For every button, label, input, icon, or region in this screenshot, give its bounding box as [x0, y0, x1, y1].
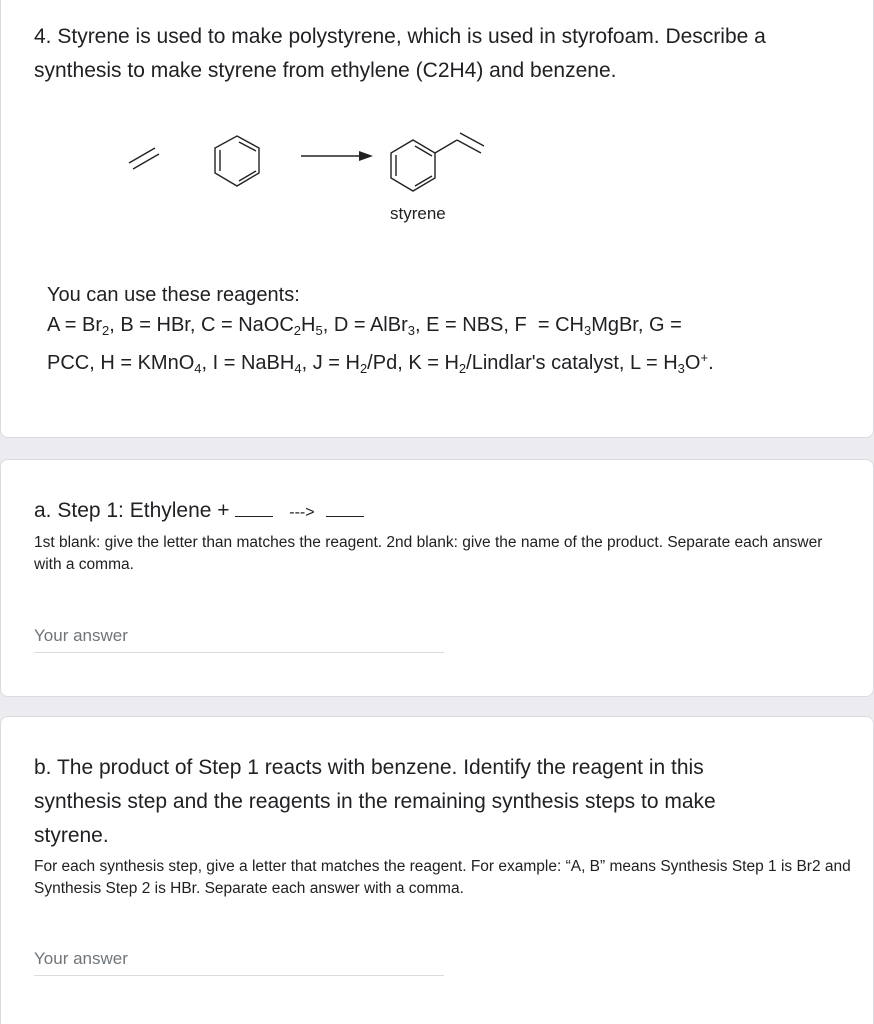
reagent-j: $H_2/Pd$ [345, 352, 398, 376]
blank-1 [235, 502, 273, 517]
question-b-title: b. The product of Step 1 reacts with benzene. Identify the reagent in this synthesis step and the reagents in the remaining synthesis steps to make styrene. [34, 756, 716, 847]
reagents-line-1: $A = Br_2$, B = HBr, $C = NaOC_2H_5$, D = AlBr$_3$, E = NBS, $F = CH_3MgBr$, G = [47, 314, 682, 338]
reagent-b: HBr [156, 314, 190, 336]
reagent-c: $NaOC_2H_5$ [238, 314, 323, 338]
question-title-line1: 4. Styrene is used to make polystyrene, which is used in styrofoam. Describe a [34, 25, 766, 48]
reagent-d: AlBr$_3$ [369, 314, 415, 338]
question-card-main [0, 0, 874, 438]
reagent-list [47, 280, 847, 378]
question-a-arrow: ---> [289, 504, 315, 521]
question-card-a [0, 459, 874, 697]
question-a-title-text: a. Step 1: Ethylene + [34, 499, 230, 522]
reagents-line-2: PCC, H = KMnO$_4$, I = NaBH$_4$, $J = H_2/Pd$, $K = H_2/Lindlar's$ catalyst, $L = H_3O^+$. [47, 350, 714, 376]
reagent-l: $H_3O^+$ [663, 350, 709, 376]
reagent-k: $H_2/Lindlar's$ catalyst [444, 352, 619, 376]
blank-2 [326, 502, 364, 517]
question-card-b [0, 716, 874, 1024]
styrene-structure [391, 133, 484, 191]
question-title [34, 20, 844, 88]
answer-input-a[interactable]: Your answer [34, 624, 444, 653]
reagent-f: $CH_3MgBr$ [555, 314, 638, 338]
question-a-description: 1st blank: give the letter than matches the reagent. 2nd blank: give the name of the product. Separate each answer with a comma. [34, 534, 823, 573]
benzene-structure [215, 136, 259, 186]
question-title-line2: synthesis to make styrene from ethylene (C2H4) and benzene. [34, 59, 617, 82]
reagent-a: $Br_2$ [82, 314, 110, 338]
question-a-title [34, 494, 844, 530]
question-b-description: For each synthesis step, give a letter that matches the reagent. For example: “A, B” means Synthesis Step 1 is Br2 and Synthesis Step 2 is HBr. Separate each answer with a comma. [34, 858, 851, 897]
reagent-i: NaBH$_4$ [240, 352, 302, 376]
reagent-e: NBS [462, 314, 504, 336]
ethylene-structure [129, 148, 159, 169]
reagent-h: KMnO$_4$ [137, 352, 202, 376]
reagents-intro: You can use these reagents: [47, 284, 300, 306]
answer-input-b[interactable]: Your answer [34, 947, 444, 976]
reaction-scheme-image [111, 118, 531, 238]
reaction-arrow [301, 151, 373, 161]
reagent-g: PCC [47, 352, 90, 374]
styrene-label: styrene [390, 204, 446, 223]
